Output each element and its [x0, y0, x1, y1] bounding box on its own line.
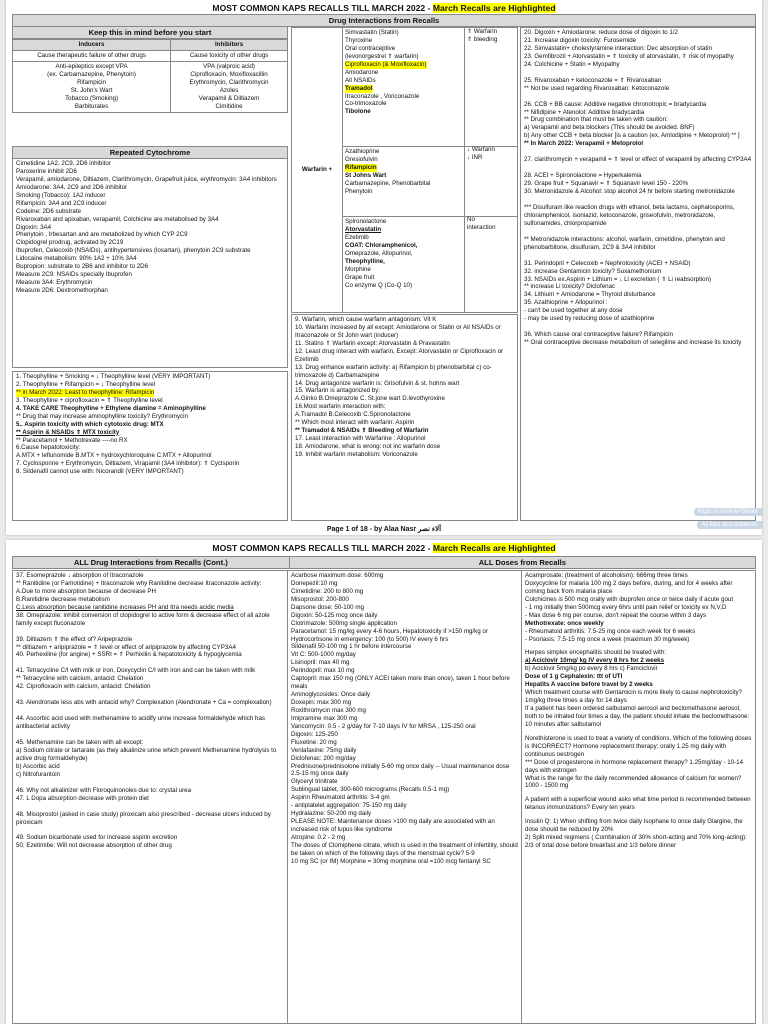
list-item: ** Not be used regarding Rivaroxaban: Ketoconazole — [524, 84, 670, 92]
list-item: a) Verapamil and beta blockers (This should be avoided. BNF) — [524, 124, 695, 132]
telegram-link[interactable]: https://t.me/KAPSNote — [694, 508, 762, 516]
list-item: ** Aspirin & NSAIDs ⇑ MTX toxicity — [16, 428, 120, 436]
list-item: 45. Methenamine can be taken with all except: — [16, 739, 144, 746]
list-item: • Venlafaxine: 75mg daily — [291, 747, 518, 755]
doses-right — [522, 570, 756, 1024]
doses-list-right — [522, 571, 755, 851]
list-item: • If a patient has been ordered salbutamol aerosol and beclomethasone aerosol, both to be inhaled four times a day, the patient should inhale the beclomethasone: 10 minutes after salbutamol — [525, 705, 752, 729]
list-item: 17. Least interaction with Warfarine : Allopurinol — [295, 435, 426, 443]
list-item: • Perindopril: max 10 mg — [291, 667, 518, 675]
list-item: c) Nitrofurantoin — [16, 770, 61, 778]
list-item: A.Ginko B.Omeprazole C. St.jone wart D.levothyroxine — [295, 395, 445, 403]
left-head: ALL Drug Interactions from Recalls (Cont.) — [12, 556, 290, 569]
page-title: MOST COMMON KAPS RECALLS TILL MARCH 2022 - March Recalls are Highlighted — [212, 3, 556, 13]
inducers-sub: Cause therapeutic failure of other drugs — [13, 50, 171, 61]
inducers-head: Inducers — [13, 40, 171, 51]
list-item: • Methotrexate: once weekly — [525, 620, 752, 628]
list-item: • Amiodarone: 3A4, 2C9 and 2D6 inhibitor — [16, 184, 284, 192]
list-item: • Dose of 1 g Cephalexin: ttt of UTI — [525, 673, 752, 681]
list-item: • Roxithromycin max 300 mg — [291, 707, 518, 715]
list-item: 2) Split mixed regimens ( Combination of 30% short-acting and 70% long-acting): 2/3 of total dose before breakfast and 1/3 before dinner — [525, 834, 747, 850]
list-item: 14. Drug antagonize warfarin is: Grisofulvin & st. hohns wart — [295, 379, 460, 387]
list-item: 44. Ascorbic acid used with methenamine to acidify urine increase formaldehyde which has antibacterial activity — [16, 715, 266, 731]
inhibitors-sub: Cause toxicity of other drugs — [171, 50, 288, 61]
list-item: 18. Amiodarone, what is wrong: not inc warfarin dose — [295, 443, 441, 450]
section-header: Drug Interactions from Recalls — [12, 14, 756, 27]
list-item: - may be used by reducing dose of azathioprine — [524, 315, 655, 323]
list-item: 47. L Dopa absorption decrease with protein diet — [16, 794, 149, 802]
list-item: B.Ranitidine decrease metabolism — [16, 595, 110, 603]
list-item: b) Ascorbic acid — [16, 762, 60, 770]
list-item: • A patient with a superficial wound asks what time period is recommended between tetanus immunizations? Every ten years — [525, 796, 752, 812]
list-item: 22. Simvastatin+ cholestyramine interaction: Dec absorption of statin — [524, 44, 712, 52]
list-item: 39. Diltiazem ⇑ the effect of? Aripeprazole — [16, 635, 133, 643]
interactions-9-19 — [291, 314, 518, 521]
list-item: 5.. Aspirin toxicity with which cytotoxic drug: MTX — [16, 420, 164, 428]
list-item: • Lisinopril: max 40 mg — [291, 659, 518, 667]
inducers-list: Anti-epileptics except VPA (ex. Carbamazepine, Phenytoin) Rifampicin St. John's Wart Tobacco (Smoking) Barbiturates — [13, 61, 171, 112]
list-item: • Smoking (Tobacco): 1A2 inducer — [16, 192, 284, 200]
list-item: • Rivaroxaban and apixaban, verapamil, Colchicine are metabolised by 3A4 — [16, 216, 284, 224]
list-item: 31. Perindopril + Celecoxib = Nephrotoxicity (ACEI + NSAID) — [524, 259, 691, 267]
list-item: 42. Ciprofloxacin with calcium, antacid: Chelation — [16, 683, 151, 691]
list-item: 38. Omeprazole: inhibit conversion of clopidogrel to active form & decrease effect of all azole family except fluconazole — [16, 611, 270, 627]
warfarin-decrease-group: Azathioprine Gresiofulvin Rifampicin St Johns Wart Carbamazepine, Phenobarbital Phenytoin ↓ Warfarin ↓ INR — [343, 146, 518, 217]
list-item: • The doses of Clomiphene citrate, which is used in the treatment of infertility, should be taken on which of the following days of the menstrual cycle? 5-9 — [291, 842, 518, 858]
list-item: 32. increase Gentamicin toxicity? Suxamethonium — [524, 267, 662, 275]
list-item: • Sildenafil 50-100 mg 1 hr before intercourse — [291, 643, 518, 651]
list-item: • Which treatment course with Gentamicin is more likely to cause nephrotoxicity? 1mg/kg three times a day for 14 days — [525, 689, 752, 705]
list-item: 34. Lithium + Amiodarone = Thyroid disturbance — [524, 291, 656, 299]
cytochrome-box — [12, 146, 288, 368]
list-item: 19. Inhibit warfarin metabolism: Voriconazole — [295, 450, 418, 458]
list-item: 49. Sodium bicarbonate used for increase aspirin excretion — [16, 834, 178, 842]
list-item: ** diltiazem + aripiprazole = ⇑ level or effect of aripiprazole by affecting CYP3A4 — [16, 643, 236, 651]
list-item: • Verapamil, amiodarone, Diltiazem, Clarithromycin, Grapefruit juice, erythromycin: 3A4 inhibitors — [16, 176, 284, 184]
list-item: 9. Warfarin, which cause warfarin antagonism: Vit K — [295, 316, 437, 323]
list-item: A.Due to more absorption because of decrease PH — [16, 587, 156, 595]
inducers-inhibitors-table — [12, 27, 288, 143]
list-item: • Acarbose maximum dose: 600mg — [291, 572, 518, 580]
list-item: ** Drug that may increase aminophylline toxicity? Erythromycin — [16, 412, 188, 420]
list-item: 15. Warfarin is antagonized by: — [295, 387, 381, 395]
list-item: • Sublingual tablet, 300-600 micrograms (Recalls 0.5-1 mg) — [291, 786, 518, 794]
list-item: 30. Metronidazole & Alcohol: stop alcohol 24 hr before starting metronidazole — [524, 188, 735, 195]
list-item: a) Aciclovir 10mg/ kg IV every 8 hrs for 2 weeks — [525, 657, 665, 665]
list-item: • Cimetidine 1A2, 2C9, 2D6 inhibitor — [16, 160, 284, 168]
list-item: • Donepezil:10 mg — [291, 580, 518, 588]
list-item: • Insulin Q: 1) When shifting from twice daily Isophane to once daily Glargine, the dose should be reduced by 20% — [525, 818, 752, 834]
list-item: ** In March 2022: Verapamil + Metoprolol — [524, 140, 644, 148]
list-item: 11. Statins ⇑ Warfarin except: Atorvastatin & Pravastatin — [295, 339, 450, 347]
list-item: 43. Alendronate less abs with antacid why? Complexation (Alendronate + Ca = complexation) — [16, 699, 272, 707]
list-item: • 10 mg SC (or IM) Morphine = 30mg morphine oral =100 mcg fentanyl SC — [291, 858, 518, 866]
list-item: • Colchicines is 500 mcg orally with ibuprofen once or twice daily if acute gout — [525, 596, 752, 604]
list-item: ** Paracetamol + Methotrexate ----no RX — [16, 436, 128, 444]
list-item: • Measure 2D6: Dextromethorphan — [16, 287, 284, 295]
page-title: MOST COMMON KAPS RECALLS TILL MARCH 2022 - March Recalls are Highlighted — [212, 543, 556, 553]
list-item: • Bupropion: substrate to 2B6 and inhibitor to 2D6 — [16, 263, 284, 271]
list-item: *** Dose of progesterone in hormone replacement therapy? 1.25mg/day - 10-14 days with estrogen — [525, 758, 744, 774]
list-item: 35. Azathioprine + Allopurinol : — [524, 299, 608, 307]
list-item: ** Nifidipine + Atenolol: Additive bradycardia — [524, 108, 645, 116]
list-item: - Psoriasis: 7.5-15 mg once a week (maximum 30 mg/week) — [525, 635, 690, 643]
list-item: - can't be used together at any dose — [524, 307, 623, 315]
list-item: 20. Digoxin + Amiodarone: reduce dose of digoxin to 1/2 — [524, 29, 678, 36]
list-item: 24. Colchicine + Statin = Myopathy — [524, 60, 620, 68]
page-footer: Page 1 of 18 - by Alaa Nasr آلاء نصر — [326, 526, 442, 533]
list-item: • Aspirin Rheumatoid arthritis: 3-4 gm — [291, 794, 518, 802]
list-item: • Imipramine max 300 mg — [291, 715, 518, 723]
list-item: 29. Grape fruit + Squanavir = ⇑ Squanavir level 150 - 220% — [524, 180, 689, 188]
interactions-20-36 — [520, 27, 756, 521]
list-item: • - antiplatelet aggregation: 75-150 mg daily — [291, 802, 518, 810]
list-item: 1. Theophylline + Smoking = ↓ Theophylline level (VERY IMPORTANT) — [16, 373, 211, 380]
list-item: 12. Least drug interact with warfarin, Except: Atorvastatin or Ciprofloxacin or Ezetimib — [295, 347, 504, 363]
right-head: ALL Doses from Recalls — [290, 556, 756, 569]
list-item: • Hydrocortisone in emergency: 100 (to 500) IV every 6 hrs — [291, 636, 518, 644]
list-item: C.Less absorption because ranitidine increases PH and Itra needs acidic media — [16, 603, 234, 611]
inhibitors-list: VPA (valproic acid) Ciprofloxacin, Moxifloxacillin Erythromycin, Clarithromycin Azoles Verapamil & Diltiazem Cimitidine — [171, 61, 288, 112]
list-item: 46. Why not alkalinizer with Floroquinonoles due to: crystal urea — [16, 786, 192, 794]
list-item: b) Aciclovir 5mg/kg po every 8 hrs c) Famciclovir — [525, 665, 658, 673]
list-item: ** in March 2022: Least to theophylline: Rifampicin — [16, 388, 155, 396]
cytochrome-list — [13, 159, 287, 296]
list-item: • Measure 2C9: NSAIDs specially Ibuprofen — [16, 271, 284, 279]
list-item: • Vancomycin: 0.5 - 2 g/day for 7-10 days IV for MRSA , 125-250 oral — [291, 723, 518, 731]
doses-middle — [288, 570, 522, 1024]
list-item: • Digoxin: 3A4 — [16, 224, 284, 232]
section-headers — [12, 556, 756, 569]
list-item: • Acamprosate: (treatment of alcoholism): 666mg three times — [525, 572, 752, 580]
list-item: ** Oral contraceptive decrease metabolism of selegiline and increase its toxicity — [524, 339, 742, 347]
list-item: • Doxepin: max 300 mg — [291, 699, 518, 707]
list-item: - 1 mg initially then 500mcg every 6hrs until pain relief or toxicity ex N,V,D — [525, 603, 727, 611]
interactions-1-8 — [12, 371, 288, 521]
cyto-head: Repeated Cytochrome — [13, 147, 287, 159]
list-item: 27. clarithromycin + verapamil = ⇑ level or effect of verapamil by affecting CYP3A4 — [524, 156, 752, 164]
list-item: 3. Theophylline + ciprofloxacin = ⇑ Theophylline level — [16, 396, 163, 404]
list-item: 7. Cyclosporine + Erythromycin, Diltiazem, Virapamil (3A4 inhibitor): ⇑ Cyclsporin — [16, 460, 240, 468]
list-item: • Doxycycline for malaria 100 mg 2 days before, during, and for 4 weeks after coming back from malaria place — [525, 580, 752, 596]
list-item: • Diclofenac: 200 mg/day — [291, 755, 518, 763]
list-item: 28. ACEI + Spironolactone = Hyperkalemia — [524, 172, 642, 180]
list-item: ** Tetracycline with calcium, antacid: Chelation — [16, 675, 144, 683]
list-item: • Cimetidine: 200 to 800 mg — [291, 588, 518, 596]
list-item: 48. Misoprostol (asked in case study) piroxicam also prescribed - decrease ulcers induced by piroxicam — [16, 810, 271, 826]
warfarin-increase-group: Simvastatin (Statin) Thyroxine Oral contraceptive (levonorgestrel ⇑ warfarin) Ciprofloxacin (& Moxifloxacin) Amiodarone All NSAIDs Tramadol Itraconazole , Voriconazole Co-trimoxazole Tibolone ⇑ Warfarin ⇑ bleeding — [343, 28, 518, 147]
list-item: • Digoxin: 125-250 — [291, 731, 518, 739]
list-item: 41. Tetracycline C/I with milk or iron, Doxycyclin C/I with iron and can be taken with milk — [16, 667, 256, 675]
list-item: a) Sodium citrate or tartarate (as they alkalinize urine which prevent Methenamine hydrolysis to active drug formaldehyde) — [16, 746, 277, 762]
list-item: 37. Esomeprazole ↓ absorption of Itraconazole — [16, 572, 144, 579]
doses-list-middle — [288, 571, 521, 867]
list-item: • Digoxin: 50-125 mcg once daily — [291, 612, 518, 620]
warfarin-label: Warfarin + — [292, 28, 343, 312]
list-item: 4. TAKE CARE Theophylline + Ethylene diamine = Aminophylline — [16, 404, 206, 412]
list-item: • Hepatits A vaccine before travel by 2 weeks — [525, 681, 752, 689]
list-item: 25. Rivaroxaban + ketoconazole = ⇑ Rivaroxaban — [524, 76, 662, 84]
list-item: • Misoprostol: 200-800 — [291, 596, 518, 604]
list-item: • Measure 3A4: Erythromycin — [16, 279, 284, 287]
warfarin-no-interaction-group: Spironolactone Atorvastatin Ezetimib COAT: Chloramphenicol, Omeprazole, Allopurinol, Theophylline, Morphine Grape fruit Co enzyme Q (Co-Q 10) No interaction — [343, 216, 518, 313]
list-item: • Herpes simplex encephalitis should be treated with: — [525, 649, 752, 657]
inhibitors-head: Inhibitors — [171, 40, 288, 51]
list-item: • Lidocaine metabolism: 90% 1A2 + 10% 3A4 — [16, 255, 284, 263]
list-item: 6.Cause hepatotoxicity: — [16, 444, 81, 452]
list-item: 2. Theophylline + Rifampicin = ↓ Theophylline level — [16, 380, 156, 388]
list-item: 23. Gemfibrozil + Atorvastatin = ⇑ toxicity of atorvastatin, ⇑ risk of myopathy — [524, 52, 734, 60]
list-item: • Clopidogrel prodrug, activated by 2C19 — [16, 239, 284, 247]
list-item: • Captopril: max 150 mg (ONLY ACEI taken more than once), taken 1 hour before meals — [291, 675, 518, 691]
list-item: 36. Which cause oral contraceptive failure? Rifampicin — [524, 331, 673, 339]
list-item: • PLEASE NOTE: Maintenance doses >100 mg daily are associated with an increased risk of lupus like syndrome — [291, 818, 518, 834]
list-item: • Atropine: 0.2 - 2 mg — [291, 834, 518, 842]
list-item: 21. Increase digoxin toxicity: Furosemide — [524, 36, 637, 44]
list-item: A.MTX + leflunomide B.MTX + hydroxychloroquine C.MTX + Allopurinol — [16, 452, 212, 460]
list-item: b) Any other CCB + beta blocker [is a caution (ex. Amlodipine + Metoprolol) ** ] — [524, 132, 740, 140]
page-2 — [6, 540, 762, 1024]
list-item: ** Drug combination that must be taken with caution: — [524, 116, 668, 124]
list-item: • Hydralazine: 50-200 mg daily — [291, 810, 518, 818]
list-item: 33. NSAIDs ex.Aspirin + Lithium = ↓ Li excretion ( ⇑ Li reabsorption) — [524, 275, 712, 283]
list-item: • Paroxerine inhibit 2D6 — [16, 168, 284, 176]
keep-title: Keep this in mind before you start — [12, 27, 288, 39]
list-item: • Paracetamol: 15 mg/kg every 4-6 hours, Hepatotoxicity if >150 mg/kg or — [291, 628, 518, 636]
warfarin-table — [291, 27, 518, 313]
list-item: ** Which most interact with warfarin: Aspirin — [295, 419, 415, 427]
list-item: • Rifampicin: 3A4 and 2C9 inducer — [16, 200, 284, 208]
list-item: • What is the range for the daily recommended allowance of calcium for women?1000 - 1500 mg — [525, 775, 752, 791]
list-item: • Vit C: 500-1000 mg/day — [291, 651, 518, 659]
list-item: • Fluxetine: 20 mg — [291, 739, 518, 747]
list-item: 13. Drug enhance warfarin activity: a) Rifampicin b) phenobarbital c) co-trimoxazole d) Carbamazepine — [295, 363, 492, 379]
list-item: 8. Sildenafil cannot use with: Nicorandil (VERY IMPORTANT) — [16, 468, 184, 476]
list-item: A.Tramadol B.Celecoxib C.Spironolactone — [295, 411, 411, 419]
list-item: 50. Ezetimibe: Will not decrease absorption of other drug — [16, 842, 172, 850]
list-item: - Max dose 6 mg per course, don't repeat the course within 3 days — [525, 611, 707, 619]
list-item: • Aminoglycosides: Once daily — [291, 691, 518, 699]
page-1 — [6, 0, 762, 535]
list-item: • Phenytoin , Irbesartan and are metabolized by which CYP 2C9 — [16, 231, 284, 239]
list-item: • Dapsone dose: 50-100 mg — [291, 604, 518, 612]
list-item: • Ibuprofen, Celecoxib (NSAIDs), antihypertensives (losartan), phenytoin 2C9 substrate — [16, 247, 284, 255]
list-item: *** Disulfuram like reaction drugs with ethanol, beta lactams, cephalosporins, chloramphenicol, isoniazid, ketoconazole, griseofulvin, metronidazole, sulfonamides, chlorpropamide — [524, 203, 735, 227]
list-item: • Norethisterone is used to treat a variety of conditions. Which of the following doses is INCORRECT? Hormone replacement therapy; orally 1.25 mg daily with continuous oestrogen — [525, 735, 752, 759]
list-item: 16.Most warfarin interaction with: — [295, 403, 386, 411]
list-item: 26. CCB + BB cause: Additive negative chronotropic = bradycardia — [524, 100, 707, 108]
list-item: ** Ranitidine (or Famotidine) + Itraconazole why Ranitidine decrease Itraconazole activity: — [16, 579, 262, 587]
list-item: • Clotrimazole: 500mg single application — [291, 620, 518, 628]
list-item: • Codeine: 2D6 substrate — [16, 208, 284, 216]
files-link[interactable]: All files and materials — [697, 521, 762, 529]
list-item: ** Tramadol & NSAIDs ⇑ Bleeding of Warfarin — [295, 427, 429, 435]
list-item: ** increase Li toxicity? Diclofenac — [524, 283, 616, 291]
list-item: 10. Warfarin increased by all except: Amiodarone or Statin or All NSAIDs or Itraconazole or St John wart (inducer) — [295, 323, 501, 339]
list-item: • Prednisone/prednisolone initially 5-60 mg once daily -- Usual maintenance dose 2.5-15 mg once daily — [291, 763, 518, 779]
list-item: • Glyceryl trinitrate — [291, 778, 518, 786]
list-item: - Rheumatoid arthritis: 7.5-25 mg once each week for 6 weeks — [525, 627, 696, 635]
list-item: ** Metronidazole interactions: alcohol, warfarin, cimetidine, phenytoin and phenobarbitone, disulfuram, 2C9 & 3A4 inhibitor — [524, 235, 725, 251]
interactions-37-50 — [12, 570, 288, 1024]
list-item: 40. Perhexiline (for angine) + SSRI = ⇑ Perhixilin & hepatotoxicity & hypoglycemia — [16, 651, 242, 659]
